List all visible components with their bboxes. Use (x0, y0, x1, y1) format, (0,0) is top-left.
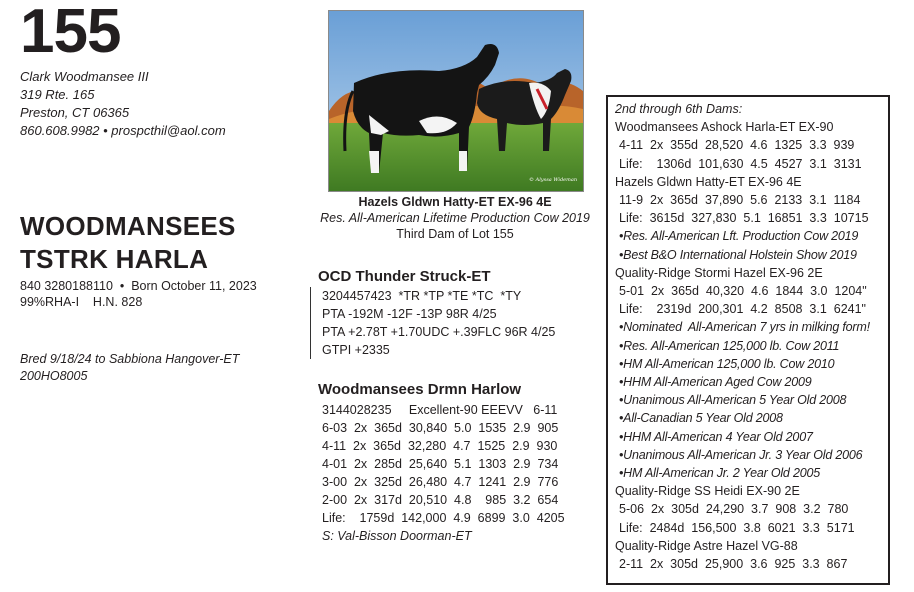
cow-photo-illustration (329, 11, 583, 191)
sire-name: OCD Thunder Struck-ET (318, 268, 491, 285)
dam-record: 6-03 2x 365d 30,840 5.0 1535 2.9 905 (322, 421, 559, 435)
dam-info (322, 401, 565, 545)
pedigree-award: •HHM All-American Aged Cow 2009 (619, 375, 812, 390)
dam-name: Woodmansees Drmn Harlow (318, 381, 522, 398)
consignor-street: 319 Rte. 165 (20, 87, 95, 102)
consignor-city: Preston, CT 06365 (20, 105, 130, 120)
bred-line2: 200HO8005 (20, 369, 88, 383)
dam-record: 2-00 2x 317d 20,510 4.8 985 3.2 654 (322, 493, 559, 507)
animal-name (20, 210, 236, 276)
sire-line: PTA +2.78T +1.70UDC +.39FLC 96R 4/25 (322, 325, 556, 339)
pedigree-award: •Unanimous All-American 5 Year Old 2008 (619, 393, 847, 408)
pedigree-record: 2-11 2x 305d 25,900 3.6 925 3.3 867 (619, 557, 848, 572)
sire-line: PTA -192M -12F -13P 98R 4/25 (322, 307, 497, 321)
pedigree-record: Life: 2319d 200,301 4.2 8508 3.1 6241" (619, 302, 866, 317)
pedigree-award: •HM All-American Jr. 2 Year Old 2005 (619, 466, 820, 481)
cow-photo (328, 10, 584, 192)
caption-award: Res. All-American Lifetime Production Cow 2019 (320, 211, 590, 225)
dam-record: 4-11 2x 365d 32,280 4.7 1525 2.9 930 (322, 439, 558, 453)
photo-caption (300, 194, 610, 242)
pedigree-award: •Unanimous All-American Jr. 3 Year Old 2006 (619, 447, 863, 462)
pedigree-dam-name: Woodmansees Ashock Harla-ET EX-90 (615, 120, 834, 135)
dam-classification: 3144028235 Excellent-90 EEEVV 6-11 (322, 403, 558, 417)
pedigree-record: 11-9 2x 365d 37,890 5.6 2133 3.1 1184 (619, 193, 861, 208)
animal-name-line1: WOODMANSEES (20, 211, 236, 241)
lot-number: 155 (20, 0, 121, 66)
pedigree-dam-name: Hazels Gldwn Hatty-ET EX-96 4E (615, 174, 802, 189)
caption-relation: Third Dam of Lot 155 (396, 227, 514, 241)
bred-info (20, 351, 239, 385)
pedigree-award: •Res. All-American 125,000 lb. Cow 2011 (619, 338, 840, 353)
sire-line: GTPI +2335 (322, 343, 390, 357)
consignor-address (20, 68, 226, 140)
animal-rha: 99%RHA-I H.N. 828 (20, 295, 143, 309)
dam-record: 3-00 2x 325d 26,480 4.7 1241 2.9 776 (322, 475, 559, 489)
pedigree-award: •Res. All-American Lft. Production Cow 2019 (619, 229, 859, 244)
dam-sire-line: S: Val-Bisson Doorman-ET (322, 529, 472, 543)
sire-info (310, 287, 555, 359)
pedigree-dam-name: Quality-Ridge Astre Hazel VG-88 (615, 538, 798, 553)
caption-title: Hazels Gldwn Hatty-ET EX-96 4E (358, 195, 552, 209)
pedigree-award: •HHM All-American 4 Year Old 2007 (619, 429, 813, 444)
pedigree-award: •Nominated All-American 7 yrs in milking form! (619, 320, 870, 335)
animal-name-line2: TSTRK HARLA (20, 244, 209, 274)
dam-record: Life: 1759d 142,000 4.9 6899 3.0 4205 (322, 511, 565, 525)
pedigree-dam-name: Quality-Ridge Stormi Hazel EX-96 2E (615, 265, 823, 280)
pedigree-record: Life: 3615d 327,830 5.1 16851 3.3 10715 (619, 211, 869, 226)
consignor-contact: 860.608.9982 • prospcthil@aol.com (20, 123, 226, 138)
pedigree-list (615, 100, 889, 573)
pedigree-record: Life: 1306d 101,630 4.5 4527 3.1 3131 (619, 156, 862, 171)
pedigree-header: 2nd through 6th Dams: (615, 102, 743, 116)
sire-line: 3204457423 *TR *TP *TE *TC *TY (322, 289, 522, 303)
bred-line1: Bred 9/18/24 to Sabbiona Hangover-ET (20, 352, 240, 366)
pedigree-dam-name: Quality-Ridge SS Heidi EX-90 2E (615, 484, 800, 499)
animal-details (20, 278, 257, 310)
photo-watermark: © Alyssa Wideman (529, 177, 578, 183)
pedigree-award: •HM All-American 125,000 lb. Cow 2010 (619, 356, 835, 371)
consignor-name: Clark Woodmansee III (20, 69, 149, 84)
pedigree-record: 5-01 2x 365d 40,320 4.6 1844 3.0 1204" (619, 284, 867, 299)
pedigree-record: Life: 2484d 156,500 3.8 6021 3.3 5171 (619, 520, 855, 535)
pedigree-award: •All-Canadian 5 Year Old 2008 (619, 411, 783, 426)
dam-record: 4-01 2x 285d 25,640 5.1 1303 2.9 734 (322, 457, 559, 471)
animal-id-born: 840 3280188110 • Born October 11, 2023 (20, 279, 257, 293)
pedigree-award: •Best B&O International Holstein Show 2019 (619, 247, 857, 262)
pedigree-record: 4-11 2x 355d 28,520 4.6 1325 3.3 939 (619, 138, 855, 153)
pedigree-record: 5-06 2x 305d 24,290 3.7 908 3.2 780 (619, 502, 849, 517)
